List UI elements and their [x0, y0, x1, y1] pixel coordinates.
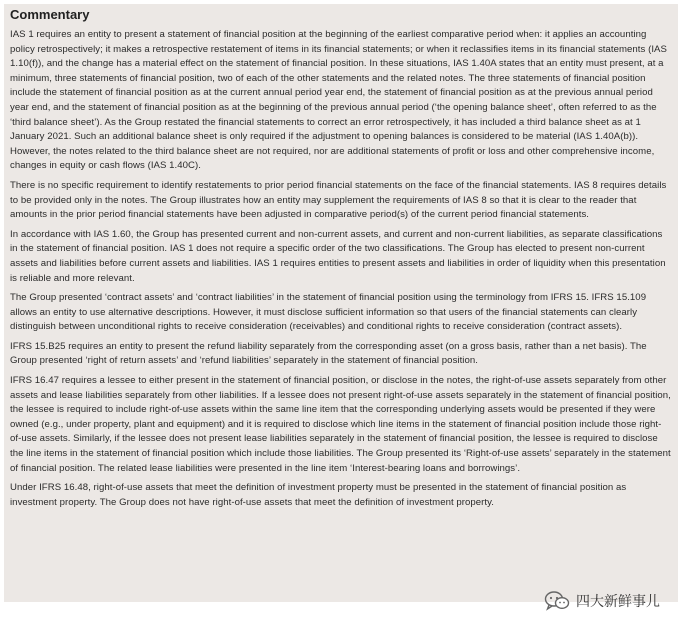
- commentary-paragraph: IAS 1 requires an entity to present a statement of financial position at the beginning of the earliest comparative period when: it applies an accounting policy retrospectively; it makes a retrospective restatement of items in its financial statements; or when it reclassifies items in its financial statements (IAS 1.10(f)), and the change has a material effect on the statement of financial position. In these situations, IAS 1.40A states that an entity must present, at a minimum, three statements of financial position, two of each of the other statements and the related notes. The three statements of financial position include the statement of financial position as at the current annual period year end, the statement of financial position as at the previous annual period year end, and the statement of financial position as at the beginning of the previous annual period (‘the opening balance sheet’, often referred to as the ‘third balance sheet’). As the Group restated the financial statements to correct an error retrospectively, it has included a third balance sheet as at 1 January 2021. Such an additional balance sheet is only required if the adjustment to opening balances is considered to be material (IAS 1.40A(b)). However, the notes related to the third balance sheet are not required, nor are additional statements of profit or loss and other comprehensive income, changes in equity or cash flows (IAS 1.40C).: [10, 29, 667, 172]
- commentary-paragraph: IFRS 15.B25 requires an entity to present the refund liability separately from the corresponding asset (on a gross basis, rather than a net basis). The Group presented ‘right of return assets’ and ‘refund liabilities’ separately in the statement of financial position.: [10, 340, 647, 367]
- commentary-paragraph: In accordance with IAS 1.60, the Group has presented current and non-current assets, and current and non-current liabilities, as separate classifications in the statement of financial position. IAS 1 does not require a specific order of the two classifications. The Group has elected to present non-current assets and liabilities before current assets and liabilities. IAS 1 requires entities to present assets and liabilities in order of liquidity when this presentation is reliable and more relevant.: [10, 228, 666, 284]
- commentary-paragraph: IFRS 16.47 requires a lessee to either present in the statement of financial position, or disclose in the notes, the right-of-use assets separately from other assets and lease liabilities separately from other liabilities. If a lessee does not present right-of-use assets separately in the statement of financial position, the lessee is required to include right-of-use assets within the same line item that the corresponding underlying assets would be presented if they were owned (e.g., under property, plant and equipment) and it is required to disclose which line items in the statement of financial position include those right-of-use assets. Similarly, if the lessee does not present lease liabilities separately in the statement of financial position, the lessee is required to disclose the line items in the statement of financial position which include those liabilities. The Group presented its ‘Right-of-use assets’ separately in the statement of financial position. The related lease liabilities were presented in the line item ‘Interest-bearing loans and borrowings’.: [10, 375, 671, 474]
- commentary-paragraph: Under IFRS 16.48, right-of-use assets that meet the definition of investment property must be presented in the statement of financial position as investment property. The Group does not have right-of-use assets that meet the definition of investment property.: [10, 482, 627, 508]
- commentary-panel: [4, 4, 678, 602]
- commentary-paragraph: There is no specific requirement to identify restatements to prior period financial statements on the face of the financial statements. IAS 8 requires details to be provided only in the notes. The Group illustrates how an entity may supplement the requirements of IAS 8 so that it is clear to the reader that amounts in the prior period financial statements have been adjusted in comparative period(s) of the current period financial statements.: [10, 179, 667, 221]
- watermark: [544, 590, 660, 612]
- wechat-icon: [544, 590, 570, 612]
- commentary-title: Commentary: [10, 7, 90, 22]
- watermark-text: 四大新鲜事儿: [576, 594, 660, 610]
- commentary-paragraph: The Group presented ‘contract assets’ and ‘contract liabilities’ in the statement of financial position using the terminology from IFRS 15. IFRS 15.109 allows an entity to use alternative descriptions. However, it must disclose sufficient information so that users of the financial statements can clearly distinguish between unconditional rights to receive consideration (receivables) and conditional rights to receive consideration (contract assets).: [10, 292, 647, 333]
